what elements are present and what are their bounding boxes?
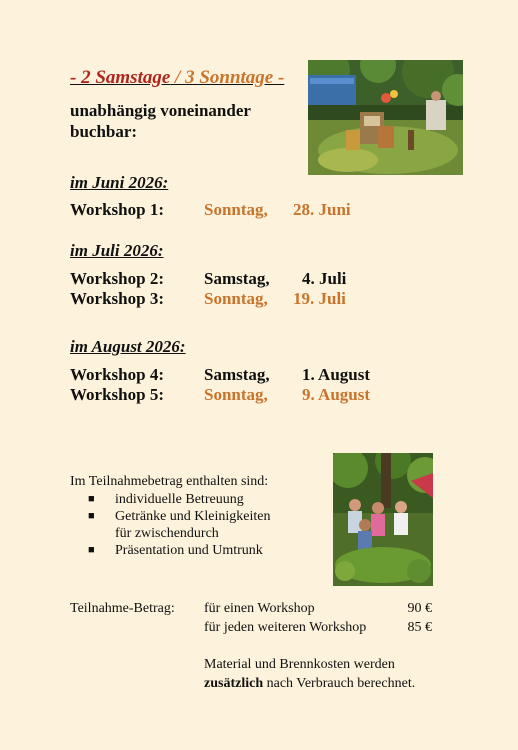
workshop-label: Workshop 5:	[70, 385, 164, 404]
included-title: Im Teilnahmebetrag enthalten sind:	[70, 474, 269, 489]
price-row	[204, 601, 432, 617]
price-value: 85 €	[407, 620, 432, 635]
list-item-text: für zwischendurch	[115, 526, 219, 541]
list-item-continuation	[88, 525, 271, 542]
list-item-text: Getränke und Kleinigkeiten	[115, 509, 271, 524]
list-item	[88, 542, 271, 559]
month-heading-july: im Juli 2026:	[70, 241, 164, 260]
list-item-text: Präsentation und Umtrunk	[115, 543, 263, 558]
note-line-1: Material und Brennkosten werden	[204, 657, 395, 672]
workshop-day: Samstag,	[204, 269, 270, 288]
price-desc: für einen Workshop	[204, 601, 315, 616]
heading-sundays: 3 Sonntage -	[185, 67, 285, 88]
bullet-icon: ■	[88, 493, 95, 505]
note-bold: zusätzlich	[204, 676, 264, 691]
bullet-icon: ■	[88, 544, 95, 556]
price-desc: für jeden weiteren Workshop	[204, 620, 367, 635]
heading-saturdays: - 2 Samstage	[70, 67, 171, 88]
workshop-date: 28. Juni	[293, 200, 351, 219]
garden-group-photo	[333, 453, 433, 586]
month-heading-june: im Juni 2026:	[70, 173, 169, 192]
workshop-label: Workshop 2:	[70, 269, 164, 288]
included-list	[88, 491, 271, 559]
garden-workshop-photo	[308, 60, 463, 175]
note-rest: nach Verbrauch berechnet.	[263, 676, 416, 691]
month-heading-august: im August 2026:	[70, 337, 186, 356]
workshop-date: 19. Juli	[293, 289, 346, 308]
intro-line-1: unabhängig voneinander	[70, 101, 251, 120]
price-value: 90 €	[407, 601, 432, 616]
page-heading	[70, 67, 284, 89]
bullet-icon: ■	[88, 510, 95, 522]
intro-line-2: buchbar:	[70, 122, 138, 141]
list-item	[88, 491, 271, 508]
price-row	[204, 620, 432, 636]
list-item	[88, 508, 271, 525]
workshop-date: 9. August	[302, 385, 371, 404]
workshop-label: Workshop 4:	[70, 365, 164, 384]
material-note	[204, 655, 415, 693]
price-label: Teilnahme-Betrag:	[70, 601, 175, 616]
workshop-label: Workshop 1:	[70, 200, 164, 219]
intro-text	[70, 100, 251, 142]
workshop-day: Sonntag,	[204, 289, 268, 308]
workshop-day: Samstag,	[204, 365, 270, 384]
list-item-text: individuelle Betreuung	[115, 492, 244, 507]
workshop-day: Sonntag,	[204, 200, 268, 219]
note-line-2	[204, 674, 415, 693]
workshop-label: Workshop 3:	[70, 289, 164, 308]
workshop-day: Sonntag,	[204, 385, 268, 404]
workshop-date: 4. Juli	[302, 269, 347, 288]
heading-separator: /	[170, 67, 186, 88]
workshop-date: 1. August	[302, 365, 371, 384]
